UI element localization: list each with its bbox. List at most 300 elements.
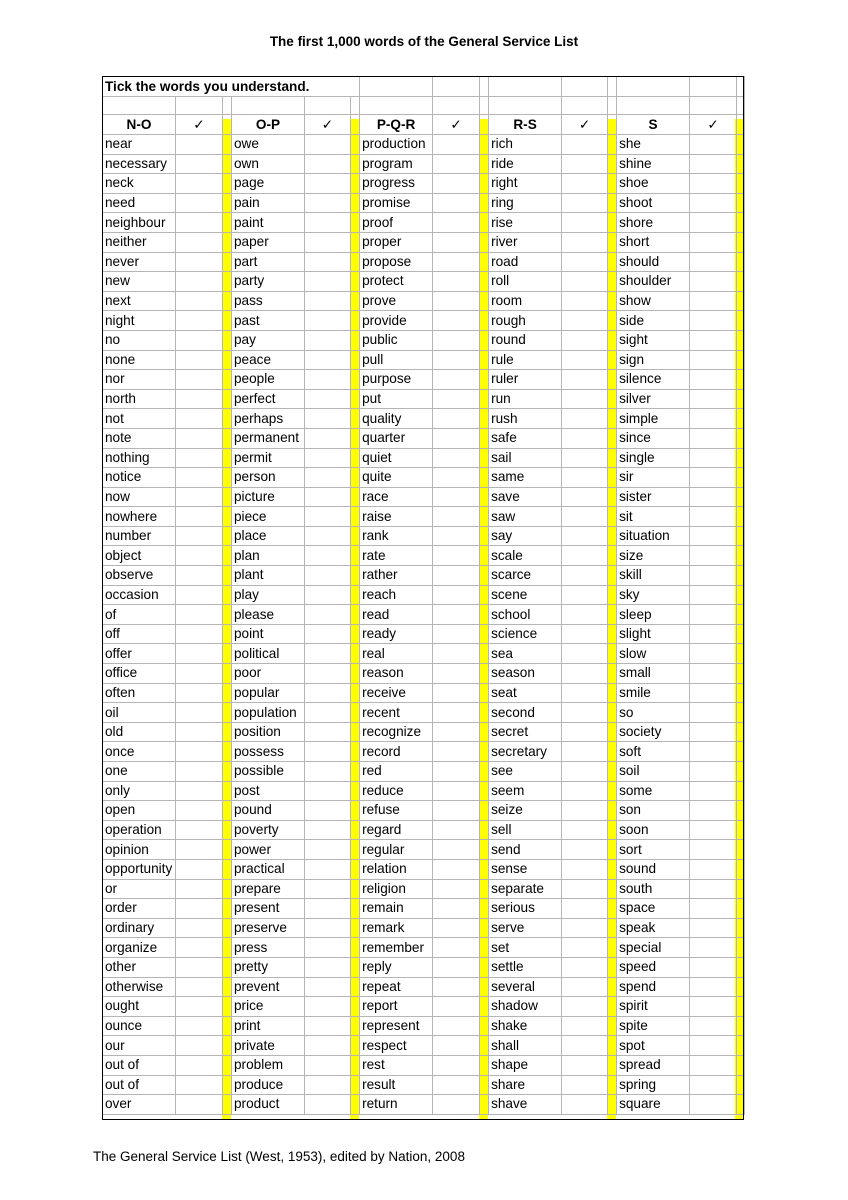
tick-box[interactable] xyxy=(305,350,351,370)
tick-box[interactable] xyxy=(690,605,737,625)
tick-box[interactable] xyxy=(690,801,737,821)
tick-box[interactable] xyxy=(562,742,608,762)
tick-box[interactable] xyxy=(433,957,480,977)
tick-box[interactable] xyxy=(690,879,737,899)
tick-box[interactable] xyxy=(562,624,608,644)
tick-box[interactable] xyxy=(305,762,351,782)
word-row xyxy=(103,899,745,919)
word-cell: serious xyxy=(489,899,562,919)
tick-box[interactable] xyxy=(562,820,608,840)
tick-box[interactable] xyxy=(433,938,480,958)
tick-box[interactable] xyxy=(433,1055,480,1075)
tick-box[interactable] xyxy=(305,487,351,507)
tick-box[interactable] xyxy=(305,213,351,233)
tick-box[interactable] xyxy=(305,801,351,821)
tick-box[interactable] xyxy=(305,938,351,958)
tick-box[interactable] xyxy=(690,350,737,370)
tick-box[interactable] xyxy=(176,154,223,174)
word-cell: sister xyxy=(617,487,690,507)
tick-box[interactable] xyxy=(562,428,608,448)
tick-box[interactable] xyxy=(433,526,480,546)
tick-box[interactable] xyxy=(690,252,737,272)
tick-box[interactable] xyxy=(305,820,351,840)
tick-box[interactable] xyxy=(433,664,480,684)
tick-box[interactable] xyxy=(305,526,351,546)
word-cell: next xyxy=(103,291,176,311)
tick-box[interactable] xyxy=(305,252,351,272)
tick-box[interactable] xyxy=(562,801,608,821)
tick-box[interactable] xyxy=(176,291,223,311)
tick-box[interactable] xyxy=(690,291,737,311)
tick-box[interactable] xyxy=(690,213,737,233)
word-cell: promise xyxy=(360,193,433,213)
word-row xyxy=(103,938,745,958)
tick-box[interactable] xyxy=(690,703,737,723)
tick-box[interactable] xyxy=(176,801,223,821)
tick-box[interactable] xyxy=(562,330,608,350)
tick-box[interactable] xyxy=(690,409,737,429)
tick-box[interactable] xyxy=(562,311,608,331)
tick-box[interactable] xyxy=(433,448,480,468)
tick-box[interactable] xyxy=(562,566,608,586)
tick-box[interactable] xyxy=(176,664,223,684)
tick-box[interactable] xyxy=(433,899,480,919)
tick-box[interactable] xyxy=(562,644,608,664)
tick-box[interactable] xyxy=(690,193,737,213)
tick-box[interactable] xyxy=(562,605,608,625)
word-cell: protect xyxy=(360,272,433,292)
word-cell: preserve xyxy=(232,918,305,938)
tick-box[interactable] xyxy=(690,566,737,586)
tick-box[interactable] xyxy=(562,213,608,233)
tick-box[interactable] xyxy=(690,899,737,919)
tick-box[interactable] xyxy=(690,1036,737,1056)
word-cell: office xyxy=(103,664,176,684)
tick-box[interactable] xyxy=(305,291,351,311)
tick-box[interactable] xyxy=(562,664,608,684)
tick-box[interactable] xyxy=(690,507,737,527)
tick-box[interactable] xyxy=(433,291,480,311)
tick-box[interactable] xyxy=(433,1095,480,1115)
tick-box[interactable] xyxy=(305,546,351,566)
tick-box[interactable] xyxy=(176,193,223,213)
tick-box[interactable] xyxy=(176,1036,223,1056)
word-row xyxy=(103,252,745,272)
tick-box[interactable] xyxy=(176,468,223,488)
tick-box[interactable] xyxy=(433,624,480,644)
tick-box[interactable] xyxy=(176,624,223,644)
tick-box[interactable] xyxy=(690,487,737,507)
tick-box[interactable] xyxy=(176,820,223,840)
word-cell: seat xyxy=(489,683,562,703)
tick-box[interactable] xyxy=(433,487,480,507)
tick-box[interactable] xyxy=(433,1075,480,1095)
tick-box[interactable] xyxy=(176,213,223,233)
tick-box[interactable] xyxy=(305,624,351,644)
tick-box[interactable] xyxy=(433,252,480,272)
tick-box[interactable] xyxy=(176,781,223,801)
tick-box[interactable] xyxy=(690,820,737,840)
tick-box[interactable] xyxy=(690,468,737,488)
tick-box[interactable] xyxy=(433,879,480,899)
tick-box[interactable] xyxy=(690,840,737,860)
tick-box[interactable] xyxy=(305,664,351,684)
tick-box[interactable] xyxy=(305,840,351,860)
word-cell: shoulder xyxy=(617,272,690,292)
tick-box[interactable] xyxy=(305,957,351,977)
tick-box[interactable] xyxy=(562,585,608,605)
tick-box[interactable] xyxy=(176,997,223,1017)
tick-box[interactable] xyxy=(562,918,608,938)
tick-box[interactable] xyxy=(562,193,608,213)
tick-box[interactable] xyxy=(690,683,737,703)
tick-box[interactable] xyxy=(305,330,351,350)
tick-box[interactable] xyxy=(433,546,480,566)
tick-box[interactable] xyxy=(305,859,351,879)
tick-box[interactable] xyxy=(305,899,351,919)
word-cell: science xyxy=(489,624,562,644)
tick-box[interactable] xyxy=(305,1095,351,1115)
tick-box[interactable] xyxy=(690,624,737,644)
tick-box[interactable] xyxy=(433,135,480,155)
tick-box[interactable] xyxy=(690,174,737,194)
tick-box[interactable] xyxy=(305,605,351,625)
tick-box[interactable] xyxy=(305,742,351,762)
tick-box[interactable] xyxy=(562,174,608,194)
tick-box[interactable] xyxy=(562,272,608,292)
tick-box[interactable] xyxy=(690,644,737,664)
tick-box[interactable] xyxy=(305,193,351,213)
tick-box[interactable] xyxy=(690,957,737,977)
tick-box[interactable] xyxy=(690,154,737,174)
tick-box[interactable] xyxy=(176,742,223,762)
word-row xyxy=(103,781,745,801)
tick-box[interactable] xyxy=(305,683,351,703)
tick-box[interactable] xyxy=(433,213,480,233)
tick-box[interactable] xyxy=(305,566,351,586)
tick-box[interactable] xyxy=(690,1055,737,1075)
tick-box[interactable] xyxy=(562,683,608,703)
tick-header: ✓ xyxy=(562,115,608,135)
tick-box[interactable] xyxy=(433,644,480,664)
word-cell: nor xyxy=(103,370,176,390)
tick-box[interactable] xyxy=(562,291,608,311)
tick-box[interactable] xyxy=(690,859,737,879)
word-table-body xyxy=(103,77,745,1115)
tick-box[interactable] xyxy=(433,997,480,1017)
tick-box[interactable] xyxy=(690,664,737,684)
page-title: The first 1,000 words of the General Service List xyxy=(269,34,579,49)
tick-box[interactable] xyxy=(562,899,608,919)
tick-box[interactable] xyxy=(690,232,737,252)
word-cell: sea xyxy=(489,644,562,664)
tick-box[interactable] xyxy=(433,330,480,350)
word-cell: notice xyxy=(103,468,176,488)
tick-box[interactable] xyxy=(433,311,480,331)
tick-box[interactable] xyxy=(305,781,351,801)
tick-box[interactable] xyxy=(305,468,351,488)
tick-box[interactable] xyxy=(562,722,608,742)
tick-box[interactable] xyxy=(176,703,223,723)
tick-box[interactable] xyxy=(562,409,608,429)
word-cell: pay xyxy=(232,330,305,350)
tick-box[interactable] xyxy=(305,703,351,723)
word-cell: party xyxy=(232,272,305,292)
tick-box[interactable] xyxy=(562,1055,608,1075)
tick-box[interactable] xyxy=(690,272,737,292)
tick-box[interactable] xyxy=(690,977,737,997)
word-cell: over xyxy=(103,1095,176,1115)
tick-box[interactable] xyxy=(562,370,608,390)
tick-box[interactable] xyxy=(690,1095,737,1115)
tick-box[interactable] xyxy=(562,389,608,409)
word-cell: secret xyxy=(489,722,562,742)
tick-box[interactable] xyxy=(305,428,351,448)
tick-box[interactable] xyxy=(562,350,608,370)
tick-box[interactable] xyxy=(176,605,223,625)
tick-box[interactable] xyxy=(176,957,223,977)
tick-box[interactable] xyxy=(176,566,223,586)
tick-box[interactable] xyxy=(176,918,223,938)
tick-box[interactable] xyxy=(176,389,223,409)
tick-box[interactable] xyxy=(690,918,737,938)
word-cell: round xyxy=(489,330,562,350)
word-cell: out of xyxy=(103,1055,176,1075)
tick-box[interactable] xyxy=(176,370,223,390)
tick-box[interactable] xyxy=(433,389,480,409)
tick-box[interactable] xyxy=(433,174,480,194)
tick-box[interactable] xyxy=(562,448,608,468)
tick-box[interactable] xyxy=(176,546,223,566)
tick-box[interactable] xyxy=(305,135,351,155)
tick-box[interactable] xyxy=(176,330,223,350)
tick-box[interactable] xyxy=(562,977,608,997)
tick-box[interactable] xyxy=(690,389,737,409)
tick-box[interactable] xyxy=(305,448,351,468)
tick-box[interactable] xyxy=(690,742,737,762)
tick-box[interactable] xyxy=(433,1016,480,1036)
tick-box[interactable] xyxy=(176,683,223,703)
tick-box[interactable] xyxy=(176,448,223,468)
tick-box[interactable] xyxy=(176,938,223,958)
tick-box[interactable] xyxy=(562,507,608,527)
word-cell: proof xyxy=(360,213,433,233)
tick-box[interactable] xyxy=(562,232,608,252)
tick-box[interactable] xyxy=(690,311,737,331)
word-cell: speed xyxy=(617,957,690,977)
tick-box[interactable] xyxy=(176,409,223,429)
tick-box[interactable] xyxy=(433,918,480,938)
tick-box[interactable] xyxy=(562,703,608,723)
tick-box[interactable] xyxy=(433,722,480,742)
tick-box[interactable] xyxy=(305,370,351,390)
word-cell: single xyxy=(617,448,690,468)
tick-box[interactable] xyxy=(176,350,223,370)
tick-box[interactable] xyxy=(176,526,223,546)
tick-box[interactable] xyxy=(562,1075,608,1095)
tick-box[interactable] xyxy=(690,526,737,546)
tick-box[interactable] xyxy=(562,762,608,782)
word-cell: shoe xyxy=(617,174,690,194)
word-cell: regard xyxy=(360,820,433,840)
tick-box[interactable] xyxy=(433,409,480,429)
word-cell: prevent xyxy=(232,977,305,997)
tick-box[interactable] xyxy=(433,468,480,488)
tick-box[interactable] xyxy=(176,644,223,664)
tick-box[interactable] xyxy=(690,135,737,155)
tick-box[interactable] xyxy=(562,546,608,566)
word-list-sheet xyxy=(102,76,744,1120)
tick-box[interactable] xyxy=(562,468,608,488)
tick-box[interactable] xyxy=(433,350,480,370)
tick-box[interactable] xyxy=(176,1016,223,1036)
tick-box[interactable] xyxy=(176,840,223,860)
word-row xyxy=(103,389,745,409)
tick-box[interactable] xyxy=(433,585,480,605)
tick-box[interactable] xyxy=(433,507,480,527)
tick-box[interactable] xyxy=(433,566,480,586)
tick-box[interactable] xyxy=(690,370,737,390)
tick-box[interactable] xyxy=(433,272,480,292)
tick-box[interactable] xyxy=(176,977,223,997)
tick-box[interactable] xyxy=(176,1055,223,1075)
tick-box[interactable] xyxy=(690,762,737,782)
tick-box[interactable] xyxy=(305,1075,351,1095)
word-cell: paint xyxy=(232,213,305,233)
word-cell: quite xyxy=(360,468,433,488)
tick-box[interactable] xyxy=(176,762,223,782)
word-cell: pull xyxy=(360,350,433,370)
tick-box[interactable] xyxy=(305,311,351,331)
tick-box[interactable] xyxy=(305,272,351,292)
tick-box[interactable] xyxy=(305,1016,351,1036)
tick-box[interactable] xyxy=(305,1055,351,1075)
word-cell: so xyxy=(617,703,690,723)
tick-box[interactable] xyxy=(562,879,608,899)
tick-box[interactable] xyxy=(305,722,351,742)
tick-box[interactable] xyxy=(433,232,480,252)
tick-box[interactable] xyxy=(176,487,223,507)
tick-box[interactable] xyxy=(176,1075,223,1095)
tick-box[interactable] xyxy=(562,859,608,879)
tick-box[interactable] xyxy=(433,762,480,782)
tick-box[interactable] xyxy=(562,135,608,155)
tick-box[interactable] xyxy=(690,428,737,448)
tick-box[interactable] xyxy=(305,409,351,429)
tick-box[interactable] xyxy=(305,389,351,409)
tick-box[interactable] xyxy=(176,879,223,899)
tick-box[interactable] xyxy=(433,781,480,801)
tick-box[interactable] xyxy=(305,644,351,664)
tick-box[interactable] xyxy=(562,938,608,958)
tick-box[interactable] xyxy=(433,605,480,625)
tick-box[interactable] xyxy=(690,448,737,468)
tick-box[interactable] xyxy=(176,232,223,252)
tick-box[interactable] xyxy=(176,428,223,448)
word-cell: perfect xyxy=(232,389,305,409)
tick-box[interactable] xyxy=(305,879,351,899)
tick-box[interactable] xyxy=(433,154,480,174)
tick-box[interactable] xyxy=(433,859,480,879)
word-cell: secretary xyxy=(489,742,562,762)
tick-box[interactable] xyxy=(690,938,737,958)
word-cell: order xyxy=(103,899,176,919)
tick-box[interactable] xyxy=(305,174,351,194)
tick-box[interactable] xyxy=(562,154,608,174)
tick-box[interactable] xyxy=(176,1095,223,1115)
tick-box[interactable] xyxy=(690,585,737,605)
tick-box[interactable] xyxy=(562,526,608,546)
tick-box[interactable] xyxy=(433,1036,480,1056)
tick-box[interactable] xyxy=(305,585,351,605)
tick-box[interactable] xyxy=(433,840,480,860)
tick-box[interactable] xyxy=(176,722,223,742)
tick-box[interactable] xyxy=(562,252,608,272)
tick-box[interactable] xyxy=(562,781,608,801)
tick-box[interactable] xyxy=(176,272,223,292)
tick-box[interactable] xyxy=(433,428,480,448)
tick-box[interactable] xyxy=(433,193,480,213)
tick-box[interactable] xyxy=(176,311,223,331)
tick-header: ✓ xyxy=(433,115,480,135)
tick-box[interactable] xyxy=(433,742,480,762)
tick-box[interactable] xyxy=(176,899,223,919)
tick-box[interactable] xyxy=(690,546,737,566)
word-cell: plant xyxy=(232,566,305,586)
word-row xyxy=(103,487,745,507)
tick-box[interactable] xyxy=(433,683,480,703)
tick-box[interactable] xyxy=(690,997,737,1017)
tick-box[interactable] xyxy=(433,977,480,997)
tick-box[interactable] xyxy=(690,722,737,742)
tick-box[interactable] xyxy=(562,957,608,977)
tick-box[interactable] xyxy=(433,370,480,390)
tick-box[interactable] xyxy=(176,252,223,272)
tick-box[interactable] xyxy=(305,918,351,938)
tick-box[interactable] xyxy=(562,487,608,507)
word-cell: offer xyxy=(103,644,176,664)
tick-box[interactable] xyxy=(690,1075,737,1095)
tick-box[interactable] xyxy=(433,703,480,723)
tick-box[interactable] xyxy=(562,1036,608,1056)
tick-box[interactable] xyxy=(562,840,608,860)
tick-box[interactable] xyxy=(176,174,223,194)
tick-box[interactable] xyxy=(690,330,737,350)
tick-box[interactable] xyxy=(562,1095,608,1115)
tick-box[interactable] xyxy=(690,781,737,801)
tick-box[interactable] xyxy=(305,232,351,252)
tick-box[interactable] xyxy=(305,507,351,527)
word-cell: sight xyxy=(617,330,690,350)
tick-box[interactable] xyxy=(305,977,351,997)
word-cell: several xyxy=(489,977,562,997)
tick-box[interactable] xyxy=(176,585,223,605)
tick-box[interactable] xyxy=(305,997,351,1017)
tick-box[interactable] xyxy=(433,820,480,840)
tick-box[interactable] xyxy=(176,507,223,527)
word-cell: repeat xyxy=(360,977,433,997)
tick-box[interactable] xyxy=(305,154,351,174)
word-cell: necessary xyxy=(103,154,176,174)
tick-box[interactable] xyxy=(176,859,223,879)
tick-box[interactable] xyxy=(176,135,223,155)
tick-box[interactable] xyxy=(433,801,480,821)
tick-box[interactable] xyxy=(562,1016,608,1036)
tick-box[interactable] xyxy=(690,1016,737,1036)
tick-box[interactable] xyxy=(562,997,608,1017)
tick-box[interactable] xyxy=(305,1036,351,1056)
word-cell: represent xyxy=(360,1016,433,1036)
